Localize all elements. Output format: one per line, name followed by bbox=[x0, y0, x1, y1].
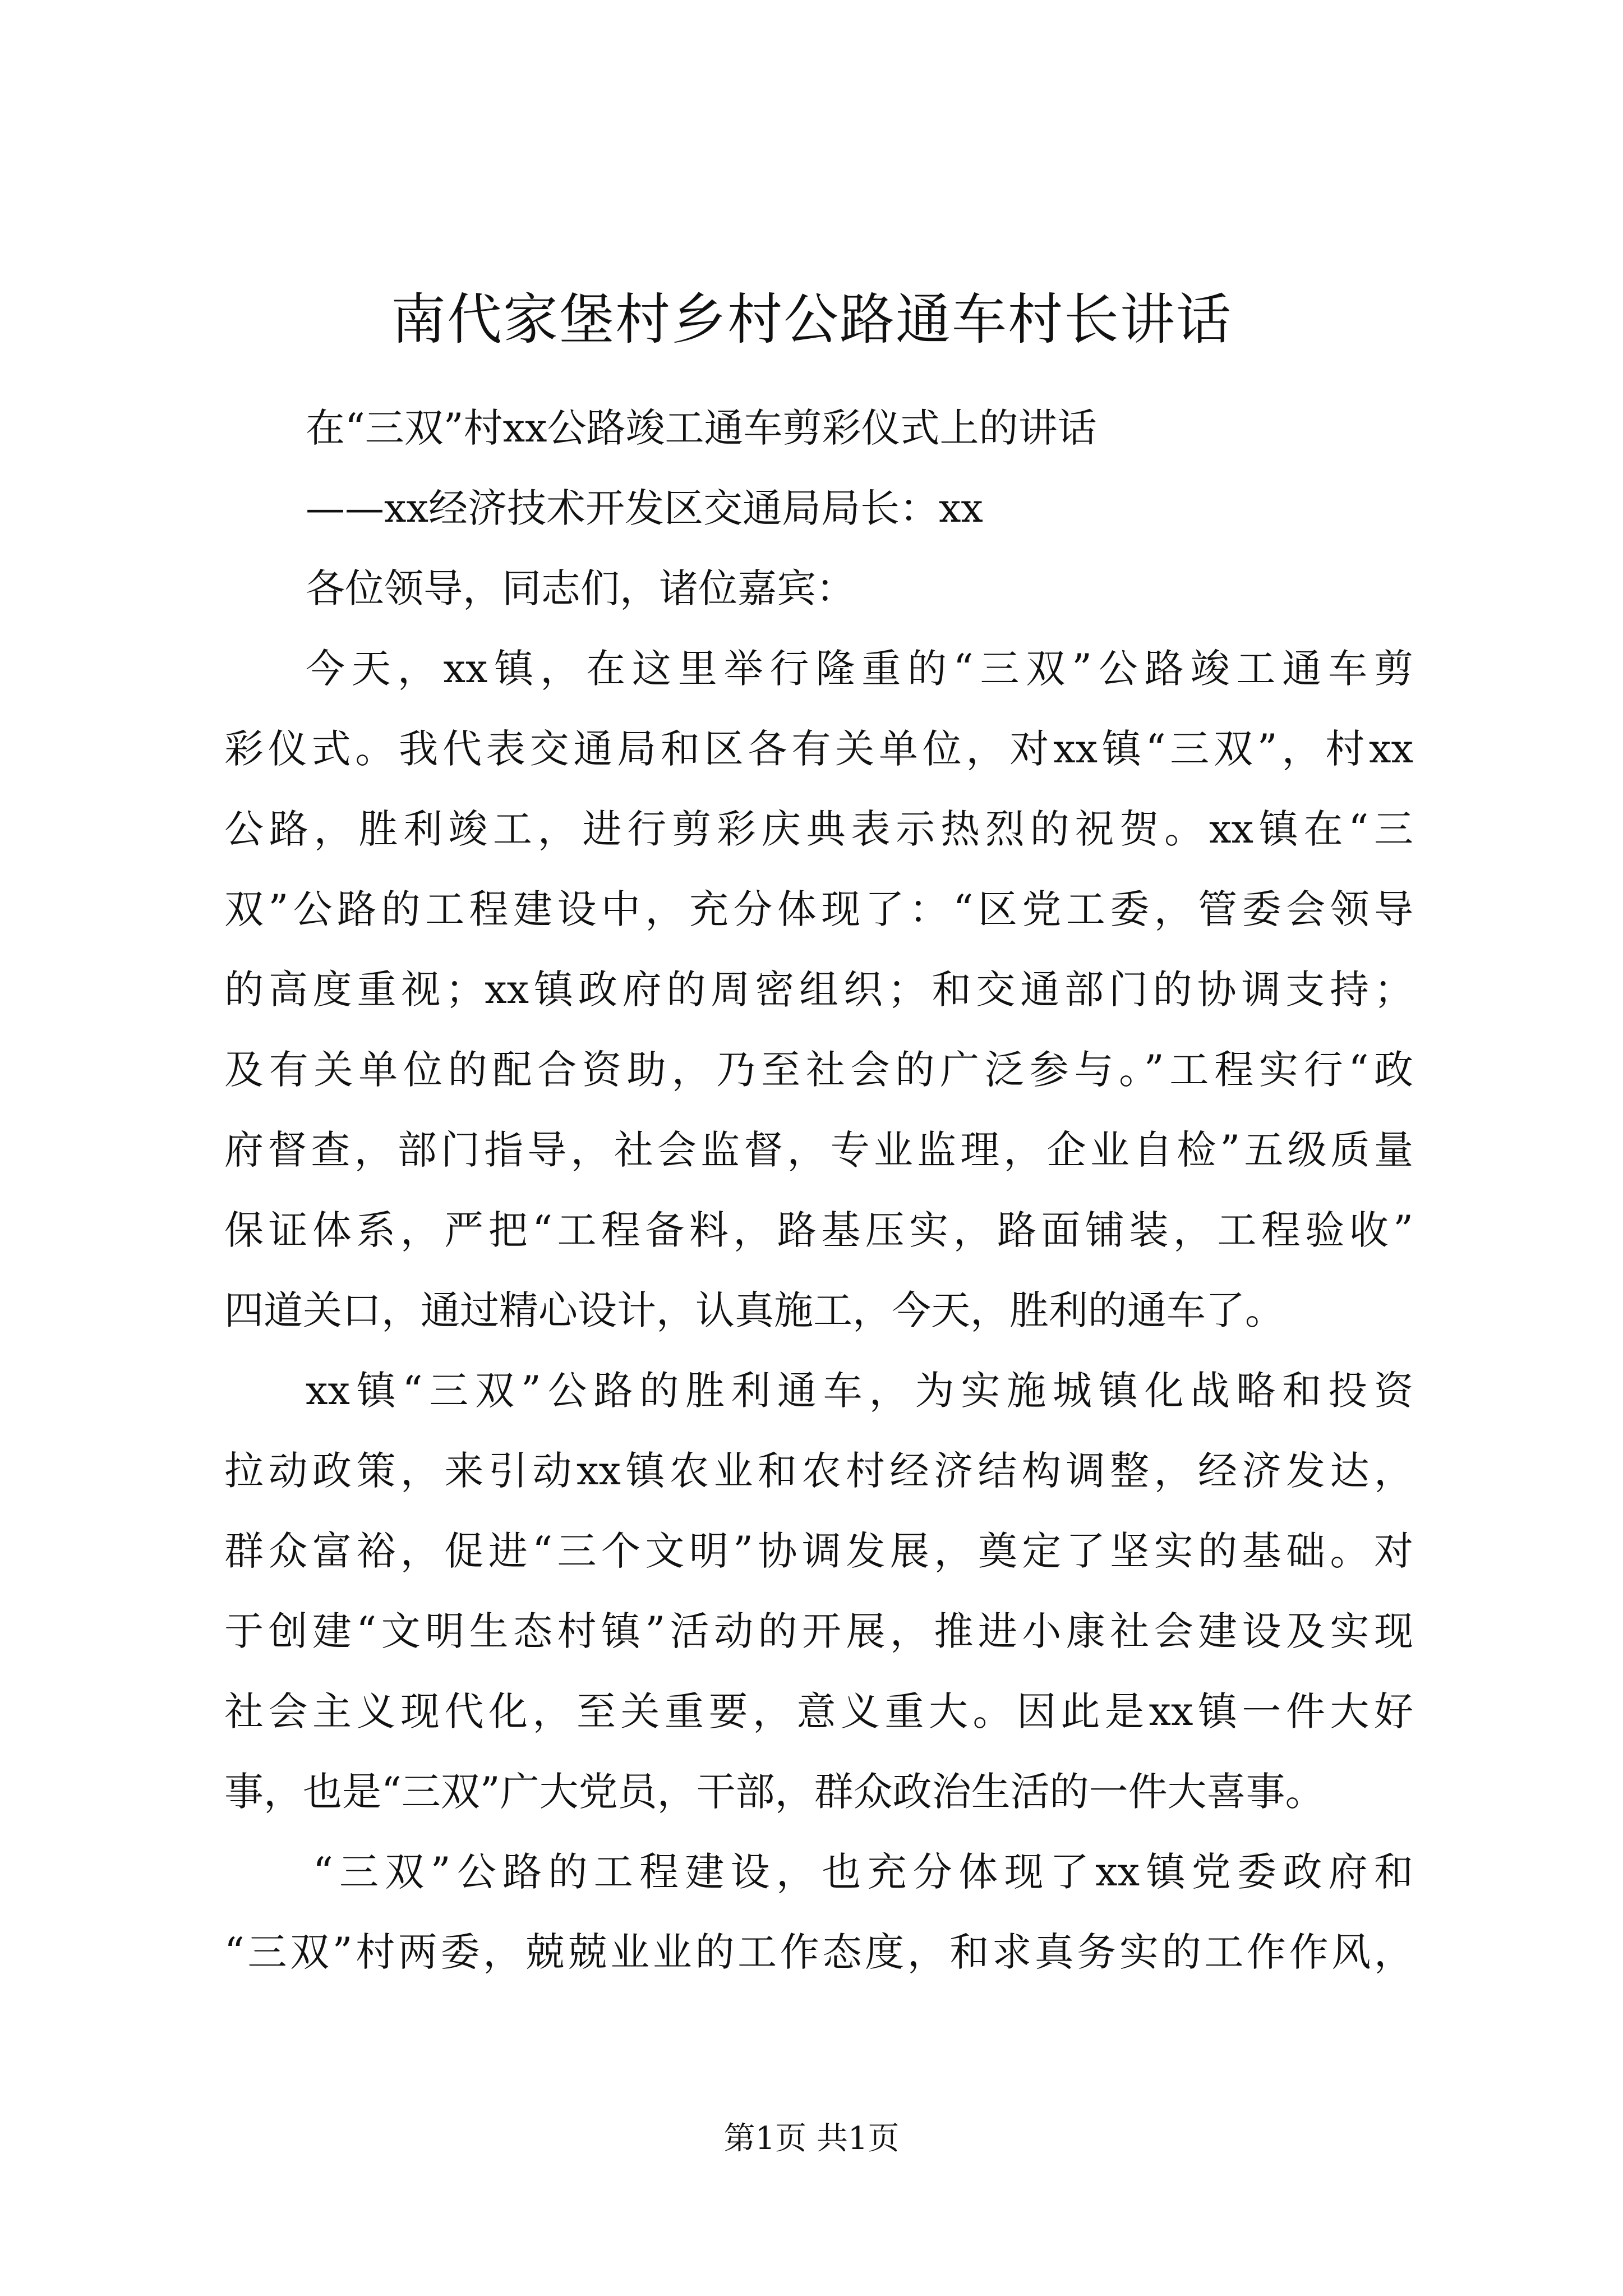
paragraph-line: 事，也是“三双”广大党员，干部，群众政治生活的一件大喜事。 bbox=[224, 1769, 1325, 1815]
paragraph-line: 四道关口，通过精心设计，认真施工，今天，胜利的通车了。 bbox=[224, 1287, 1284, 1333]
document-body bbox=[224, 388, 1413, 1993]
paragraph-line: “三双”村两委，兢兢业业的工作态度，和求真务实的工作作风， bbox=[224, 1929, 1413, 1975]
paragraph-line: 拉动政策，来引动xx镇农业和农村经济结构调整，经济发达， bbox=[224, 1448, 1413, 1494]
salutation-line: 各位领导，同志们，诸位嘉宾： bbox=[306, 565, 855, 611]
paragraph-line: 保证体系，严把“工程备料，路基压实，路面铺装，工程验收” bbox=[224, 1207, 1413, 1253]
paragraph-line: 及有关单位的配合资助，乃至社会的广泛参与。”工程实行“政 bbox=[224, 1047, 1413, 1093]
paragraph-line: 今天，xx镇，在这里举行隆重的“三双”公路竣工通车剪 bbox=[306, 646, 1413, 692]
page-footer: 第1页 共1页 bbox=[723, 2120, 900, 2157]
document-title: 南代家堡村乡村公路通车村长讲话 bbox=[390, 288, 1232, 352]
paragraph-line: 于创建“文明生态村镇”活动的开展，推进小康社会建设及实现 bbox=[224, 1608, 1413, 1654]
paragraph-line: 群众富裕，促进“三个文明”协调发展，奠定了坚实的基础。对 bbox=[224, 1528, 1413, 1574]
paragraph-line: “三双”公路的工程建设，也充分体现了xx镇党委政府和 bbox=[313, 1849, 1413, 1895]
paragraph-line: 社会主义现代化，至关重要，意义重大。因此是xx镇一件大好 bbox=[224, 1688, 1413, 1734]
speaker-line: ——xx经济技术开发区交通局局长：xx bbox=[306, 485, 983, 531]
paragraph-line: 双”公路的工程建设中，充分体现了：“区党工委，管委会领导 bbox=[224, 886, 1413, 932]
paragraph-line: 彩仪式。我代表交通局和区各有关单位，对xx镇“三双”，村xx bbox=[224, 726, 1413, 772]
paragraph-line: xx镇“三双”公路的胜利通车，为实施城镇化战略和投资 bbox=[306, 1368, 1413, 1414]
paragraph-line: 的高度重视；xx镇政府的周密组织；和交通部门的协调支持； bbox=[224, 967, 1413, 1013]
subtitle-line: 在“三双”村xx公路竣工通车剪彩仪式上的讲话 bbox=[306, 405, 1097, 451]
paragraph-line: 公路，胜利竣工，进行剪彩庆典表示热烈的祝贺。xx镇在“三 bbox=[224, 806, 1413, 852]
paragraph-line: 府督查，部门指导，社会监督，专业监理，企业自检”五级质量 bbox=[224, 1127, 1413, 1173]
